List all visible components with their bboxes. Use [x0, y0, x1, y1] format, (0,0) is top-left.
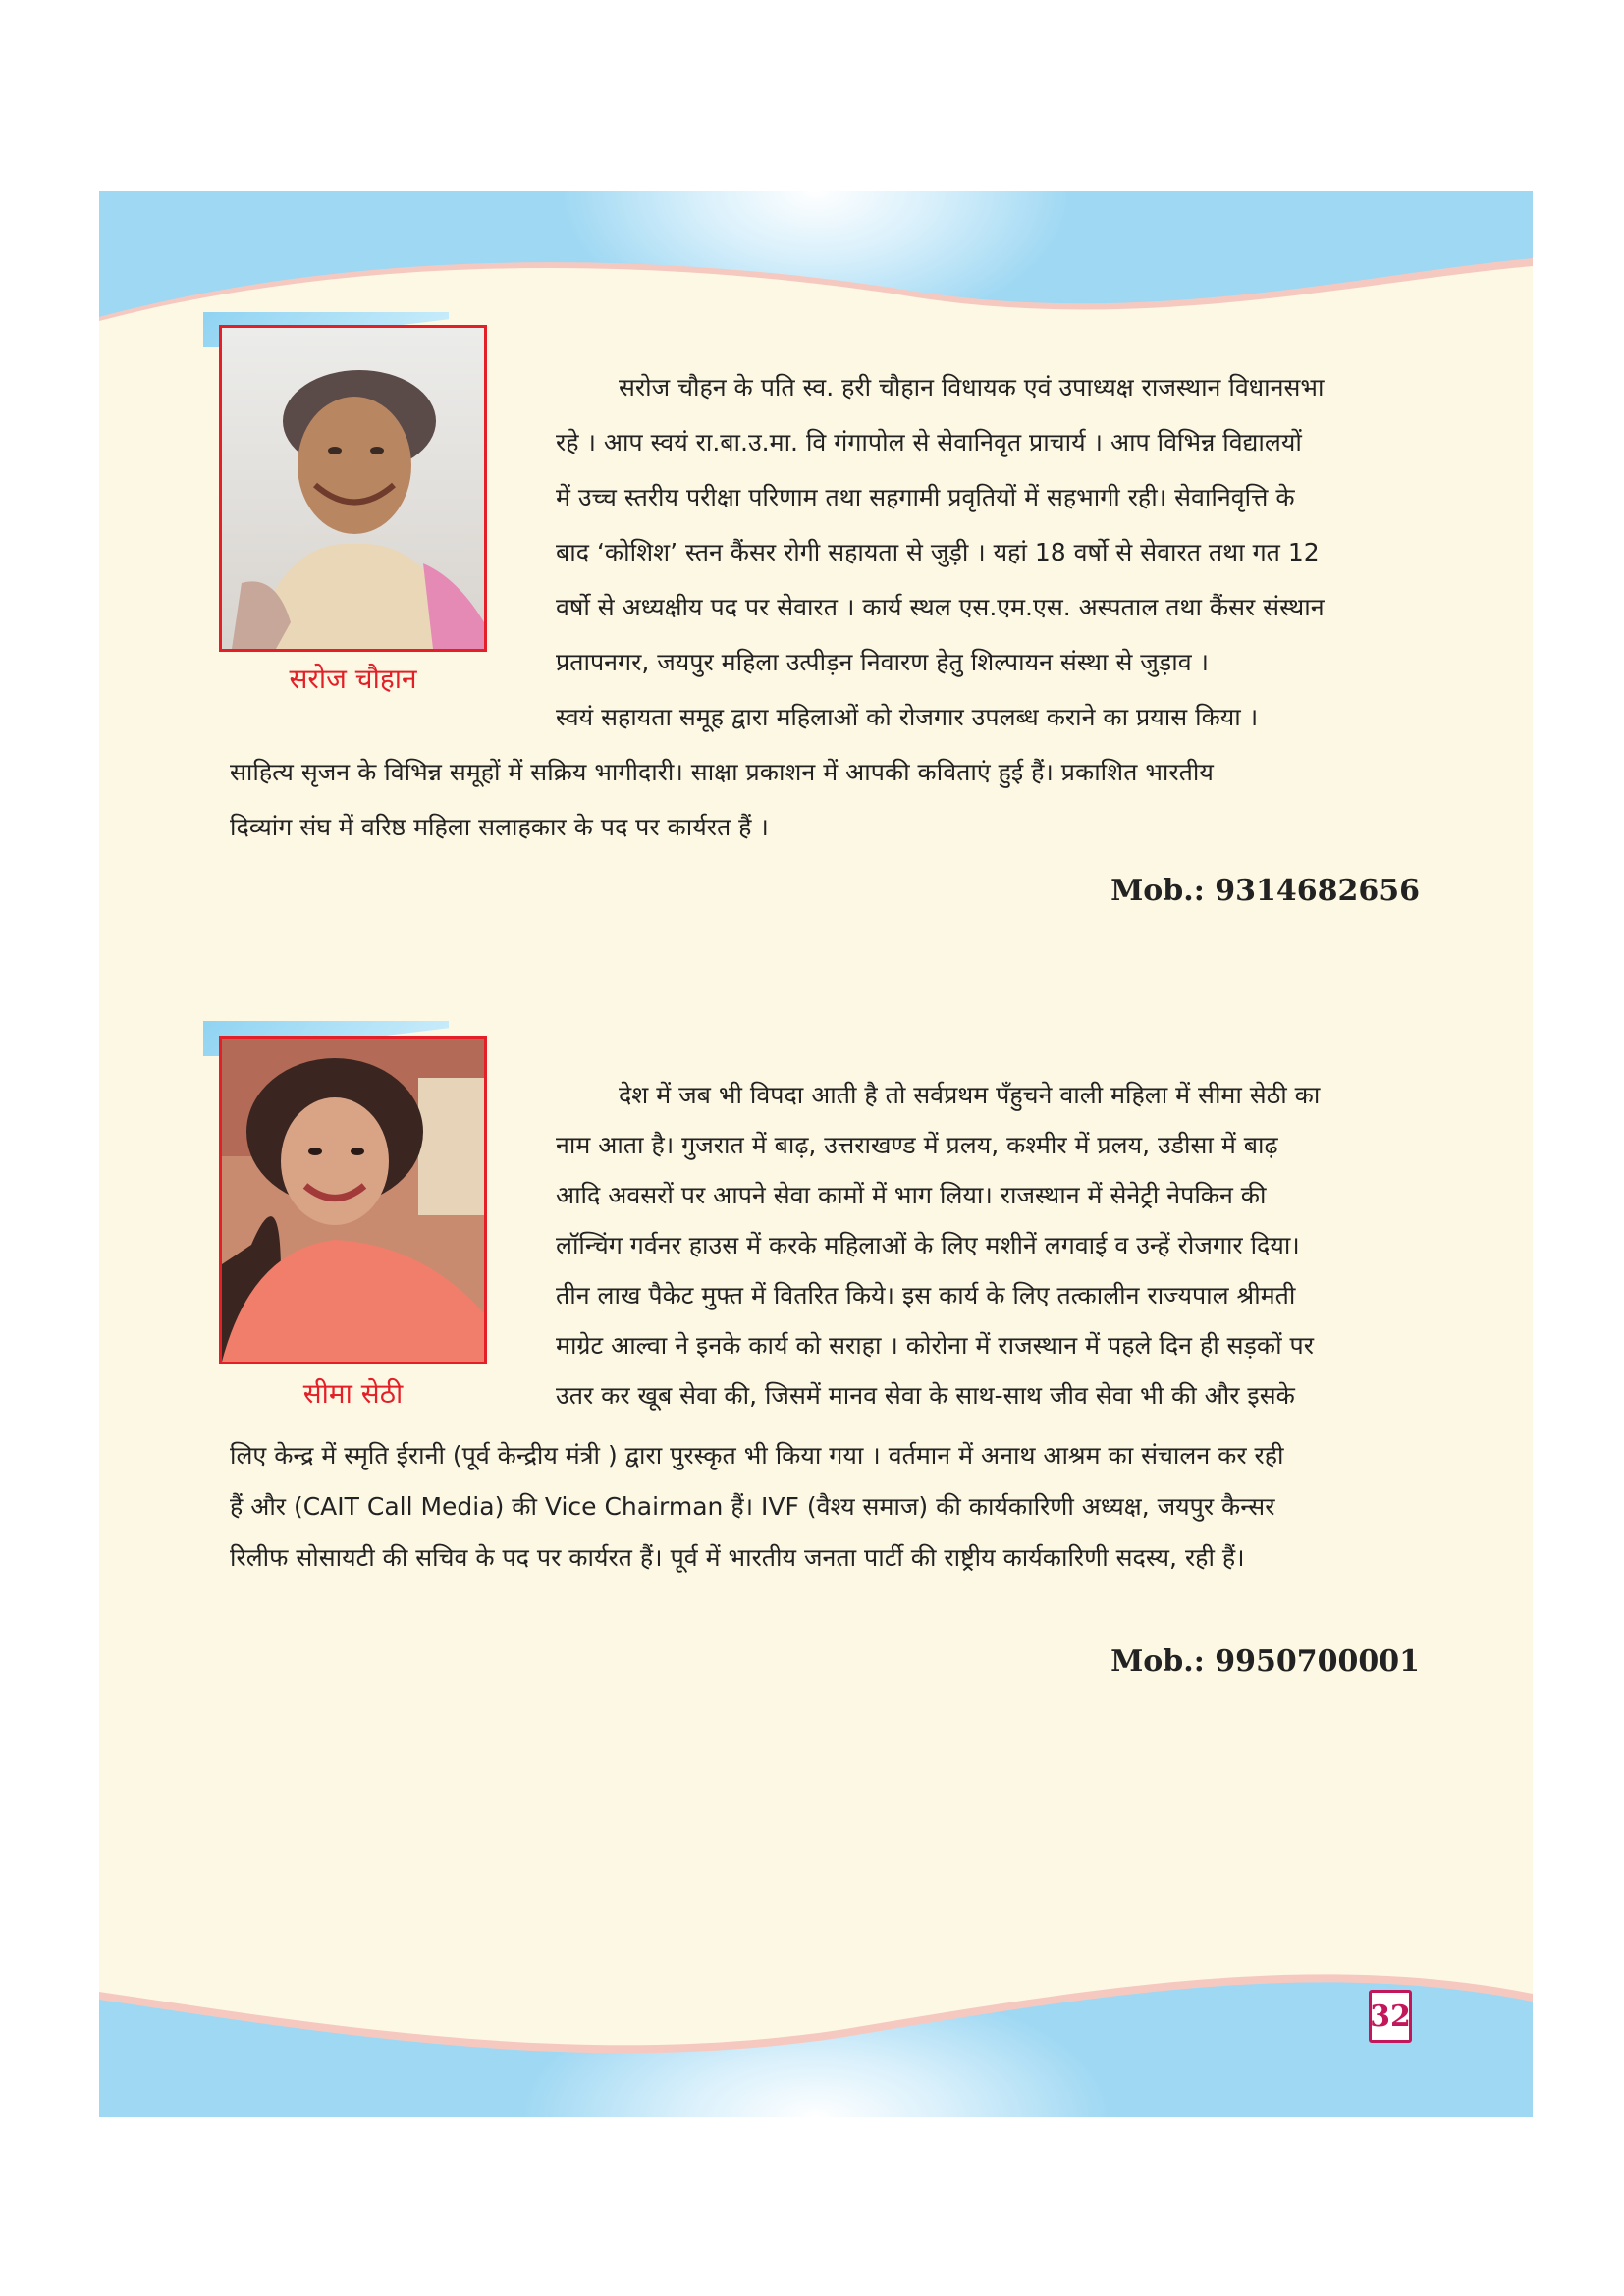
bio-line: लिए केन्द्र में स्मृति ईरानी (पूर्व केन्द्रीय मंत्री ) द्वारा पुरस्कृत भी किया गया । वर्तमान में अनाथ आश्रम का संचालन कर रही: [230, 1441, 1284, 1469]
profile-photo-2: [219, 1036, 487, 1364]
bio-line: आदि अवसरों पर आपने सेवा कामों में भाग लिया। राजस्थान में सेनेट्री नेपकिन की: [556, 1181, 1267, 1209]
profile-mobile-1: Mob.: 9314682656: [1110, 874, 1420, 908]
profile-bio-1-continued: [230, 745, 1420, 855]
bio-line: देश में जब भी विपदा आती है तो सर्वप्रथम पँहुचने वाली महिला में सीमा सेठी का: [619, 1081, 1321, 1109]
profile-bio-1: [556, 360, 1420, 745]
bio-line: माग्रेट आल्वा ने इनके कार्य को सराहा । कोरोना में राजस्थान में पहले दिन ही सड़कों पर: [556, 1331, 1314, 1360]
bio-line: सरोज चौहन के पति स्व. हरी चौहान विधायक एवं उपाध्यक्ष राजस्थान विधानसभा: [619, 373, 1325, 401]
profile-name-1: सरोज चौहान: [289, 663, 417, 695]
bio-line: तीन लाख पैकेट मुफ्त में वितरित किये। इस कार्य के लिए तत्कालीन राज्यपाल श्रीमती: [556, 1281, 1296, 1309]
bio-line: साहित्य सृजन के विभिन्न समूहों में सक्रिय भागीदारी। साक्षा प्रकाशन में आपकी कविताएं हुई हैं। प्रकाशित भारतीय: [230, 758, 1214, 786]
bio-line: प्रतापनगर, जयपुर महिला उत्पीड़न निवारण हेतु शिल्पायन संस्था से जुड़ाव ।: [556, 648, 1210, 676]
profile-name-2: सीमा सेठी: [302, 1377, 404, 1410]
portrait-photo-icon: [222, 328, 484, 649]
portrait-photo-icon: [222, 1039, 484, 1362]
bio-line: बाद ‘कोशिश’ स्तन कैंसर रोगी सहायता से जुड़ी । यहां 18 वर्षो से सेवारत तथा गत 12: [556, 538, 1320, 566]
profile-mobile-2: Mob.: 9950700001: [1110, 1644, 1420, 1679]
bio-line: रिलीफ सोसायटी की सचिव के पद पर कार्यरत हैं। पूर्व में भारतीय जनता पार्टी की राष्ट्रीय कार्यकारिणी सदस्य, रही हैं।: [230, 1543, 1245, 1572]
bio-line: वर्षो से अध्यक्षीय पद पर सेवारत । कार्य स्थल एस.एम.एस. अस्पताल तथा कैंसर संस्थान: [556, 593, 1325, 621]
bio-line: दिव्यांग संघ में वरिष्ठ महिला सलाहकार के पद पर कार्यरत हैं ।: [230, 813, 769, 841]
bio-line: हैं और (CAIT Call Media) की Vice Chairman हैं। IVF (वैश्य समाज) की कार्यकारिणी अध्यक्ष, जयपुर कैन्सर: [230, 1492, 1275, 1521]
profile-photo-1: [219, 325, 487, 652]
page-number: 32: [1369, 1990, 1412, 2043]
bio-line: में उच्च स्तरीय परीक्षा परिणाम तथा सहगामी प्रवृतियों में सहभागी रही। सेवानिवृत्ति के: [556, 483, 1295, 511]
bio-line: नाम आता है। गुजरात में बाढ़, उत्तराखण्ड में प्रलय, कश्मीर में प्रलय, उडीसा में बाढ़: [556, 1131, 1278, 1159]
bio-line: रहे । आप स्वयं रा.बा.उ.मा. वि गंगापोल से सेवानिवृत प्राचार्य । आप विभिन्न विद्यालयों: [556, 428, 1302, 456]
profile-bio-2-continued: [230, 1430, 1420, 1583]
profile-bio-2: [556, 1070, 1420, 1420]
bio-line: स्वयं सहायता समूह द्वारा महिलाओं को रोजगार उपलब्ध कराने का प्रयास किया ।: [556, 703, 1259, 731]
bio-line: लॉन्चिंग गर्वनर हाउस में करके महिलाओं के लिए मशीनें लगवाई व उन्हें रोजगार दिया।: [556, 1231, 1300, 1259]
bio-line: उतर कर खूब सेवा की, जिसमें मानव सेवा के साथ-साथ जीव सेवा भी की और इसके: [556, 1381, 1295, 1410]
